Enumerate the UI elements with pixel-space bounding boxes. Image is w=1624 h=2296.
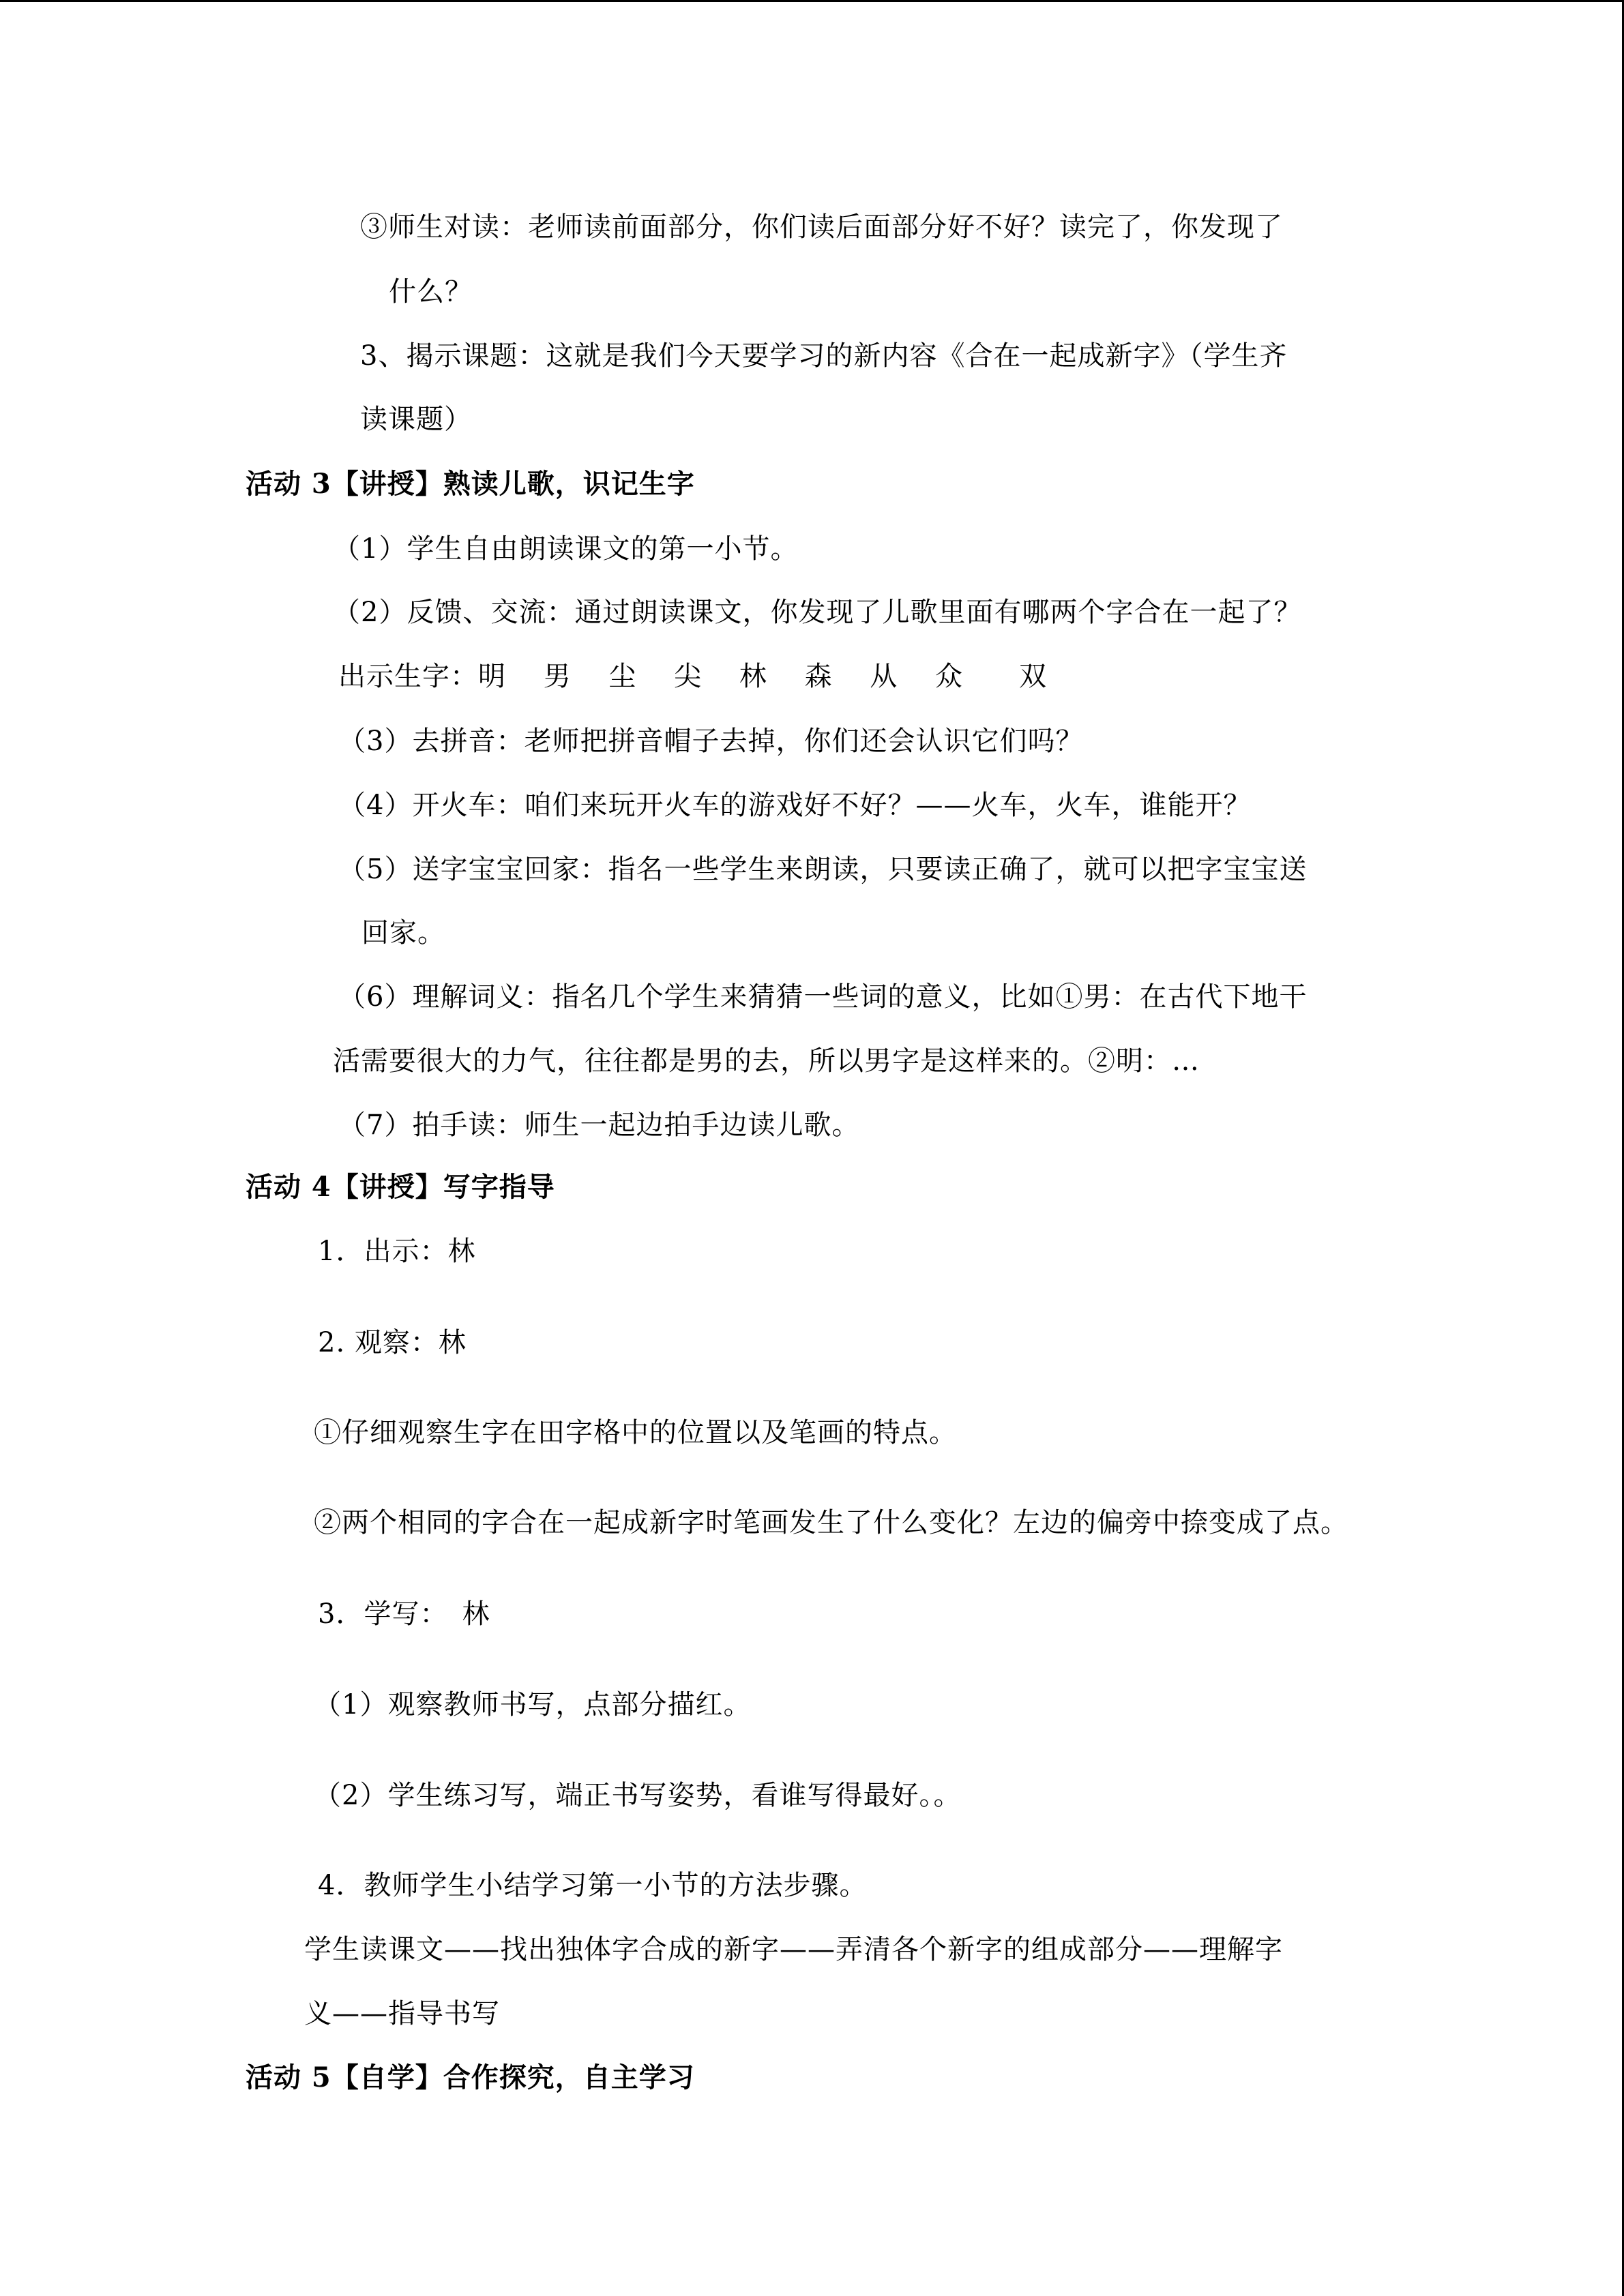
text-line: ③师生对读：老师读前面部分，你们读后面部分好不好？读完了，你发现了 [360, 211, 1283, 243]
text-line: 3、揭示课题：这就是我们今天要学习的新内容《合在一起成新字》（学生齐 [360, 340, 1288, 372]
section-heading: 活动 5【自学】合作探究，自主学习 [246, 2061, 695, 2093]
text-line: 4．教师学生小结学习第一小节的方法步骤。 [318, 1870, 868, 1901]
text-line: 义——指导书写 [304, 1998, 500, 2029]
section-heading: 活动 4【讲授】写字指导 [246, 1171, 555, 1203]
text-line: 1．出示：林 [318, 1236, 476, 1267]
text-line: 什么？ [389, 276, 473, 308]
text-line: ②两个相同的字合在一起成新字时笔画发生了什么变化？左边的偏旁中捺变成了点。 [314, 1507, 1348, 1538]
text-line: ①仔细观察生字在田字格中的位置以及笔画的特点。 [314, 1417, 957, 1448]
text-line: （5）送字宝宝回家：指名一些学生来朗读，只要读正确了，就可以把字宝宝送 [338, 854, 1308, 885]
text-line: （1）学生自由朗读课文的第一小节。 [333, 533, 799, 565]
text-line: 3．学写： 林 [318, 1598, 490, 1630]
text-line: 回家。 [361, 917, 445, 949]
text-line: 活需要很大的力气，往往都是男的去，所以男字是这样来的。②明：… [333, 1045, 1200, 1077]
text-line: （7）拍手读：师生一起边拍手边读儿歌。 [338, 1109, 860, 1141]
text-line: （4）开火车：咱们来玩开火车的游戏好不好？——火车，火车，谁能开？ [338, 790, 1252, 821]
section-heading: 活动 3【讲授】熟读儿歌，识记生字 [246, 468, 695, 500]
text-line: （1）观察教师书写，点部分描红。 [314, 1689, 752, 1720]
text-line: （6）理解词义：指名几个学生来猜猜一些词的意义，比如①男：在古代下地干 [338, 981, 1308, 1013]
text-line: （2）学生练习写，端正书写姿势，看谁写得最好。。 [314, 1780, 962, 1811]
text-line: 读课题） [360, 404, 472, 435]
text-line: 学生读课文——找出独体字合成的新字——弄清各个新字的组成部分——理解字 [304, 1934, 1283, 1965]
text-line: 2. 观察：林 [318, 1327, 467, 1358]
text-line: （2）反馈、交流：通过朗读课文，你发现了儿歌里面有哪两个字合在一起了？ [333, 597, 1302, 628]
text-line: （3）去拼音：老师把拼音帽子去掉，你们还会认识它们吗？ [338, 726, 1084, 757]
text-line: 出示生字：明 男 尘 尖 林 森 从 众 双 [338, 661, 1048, 692]
